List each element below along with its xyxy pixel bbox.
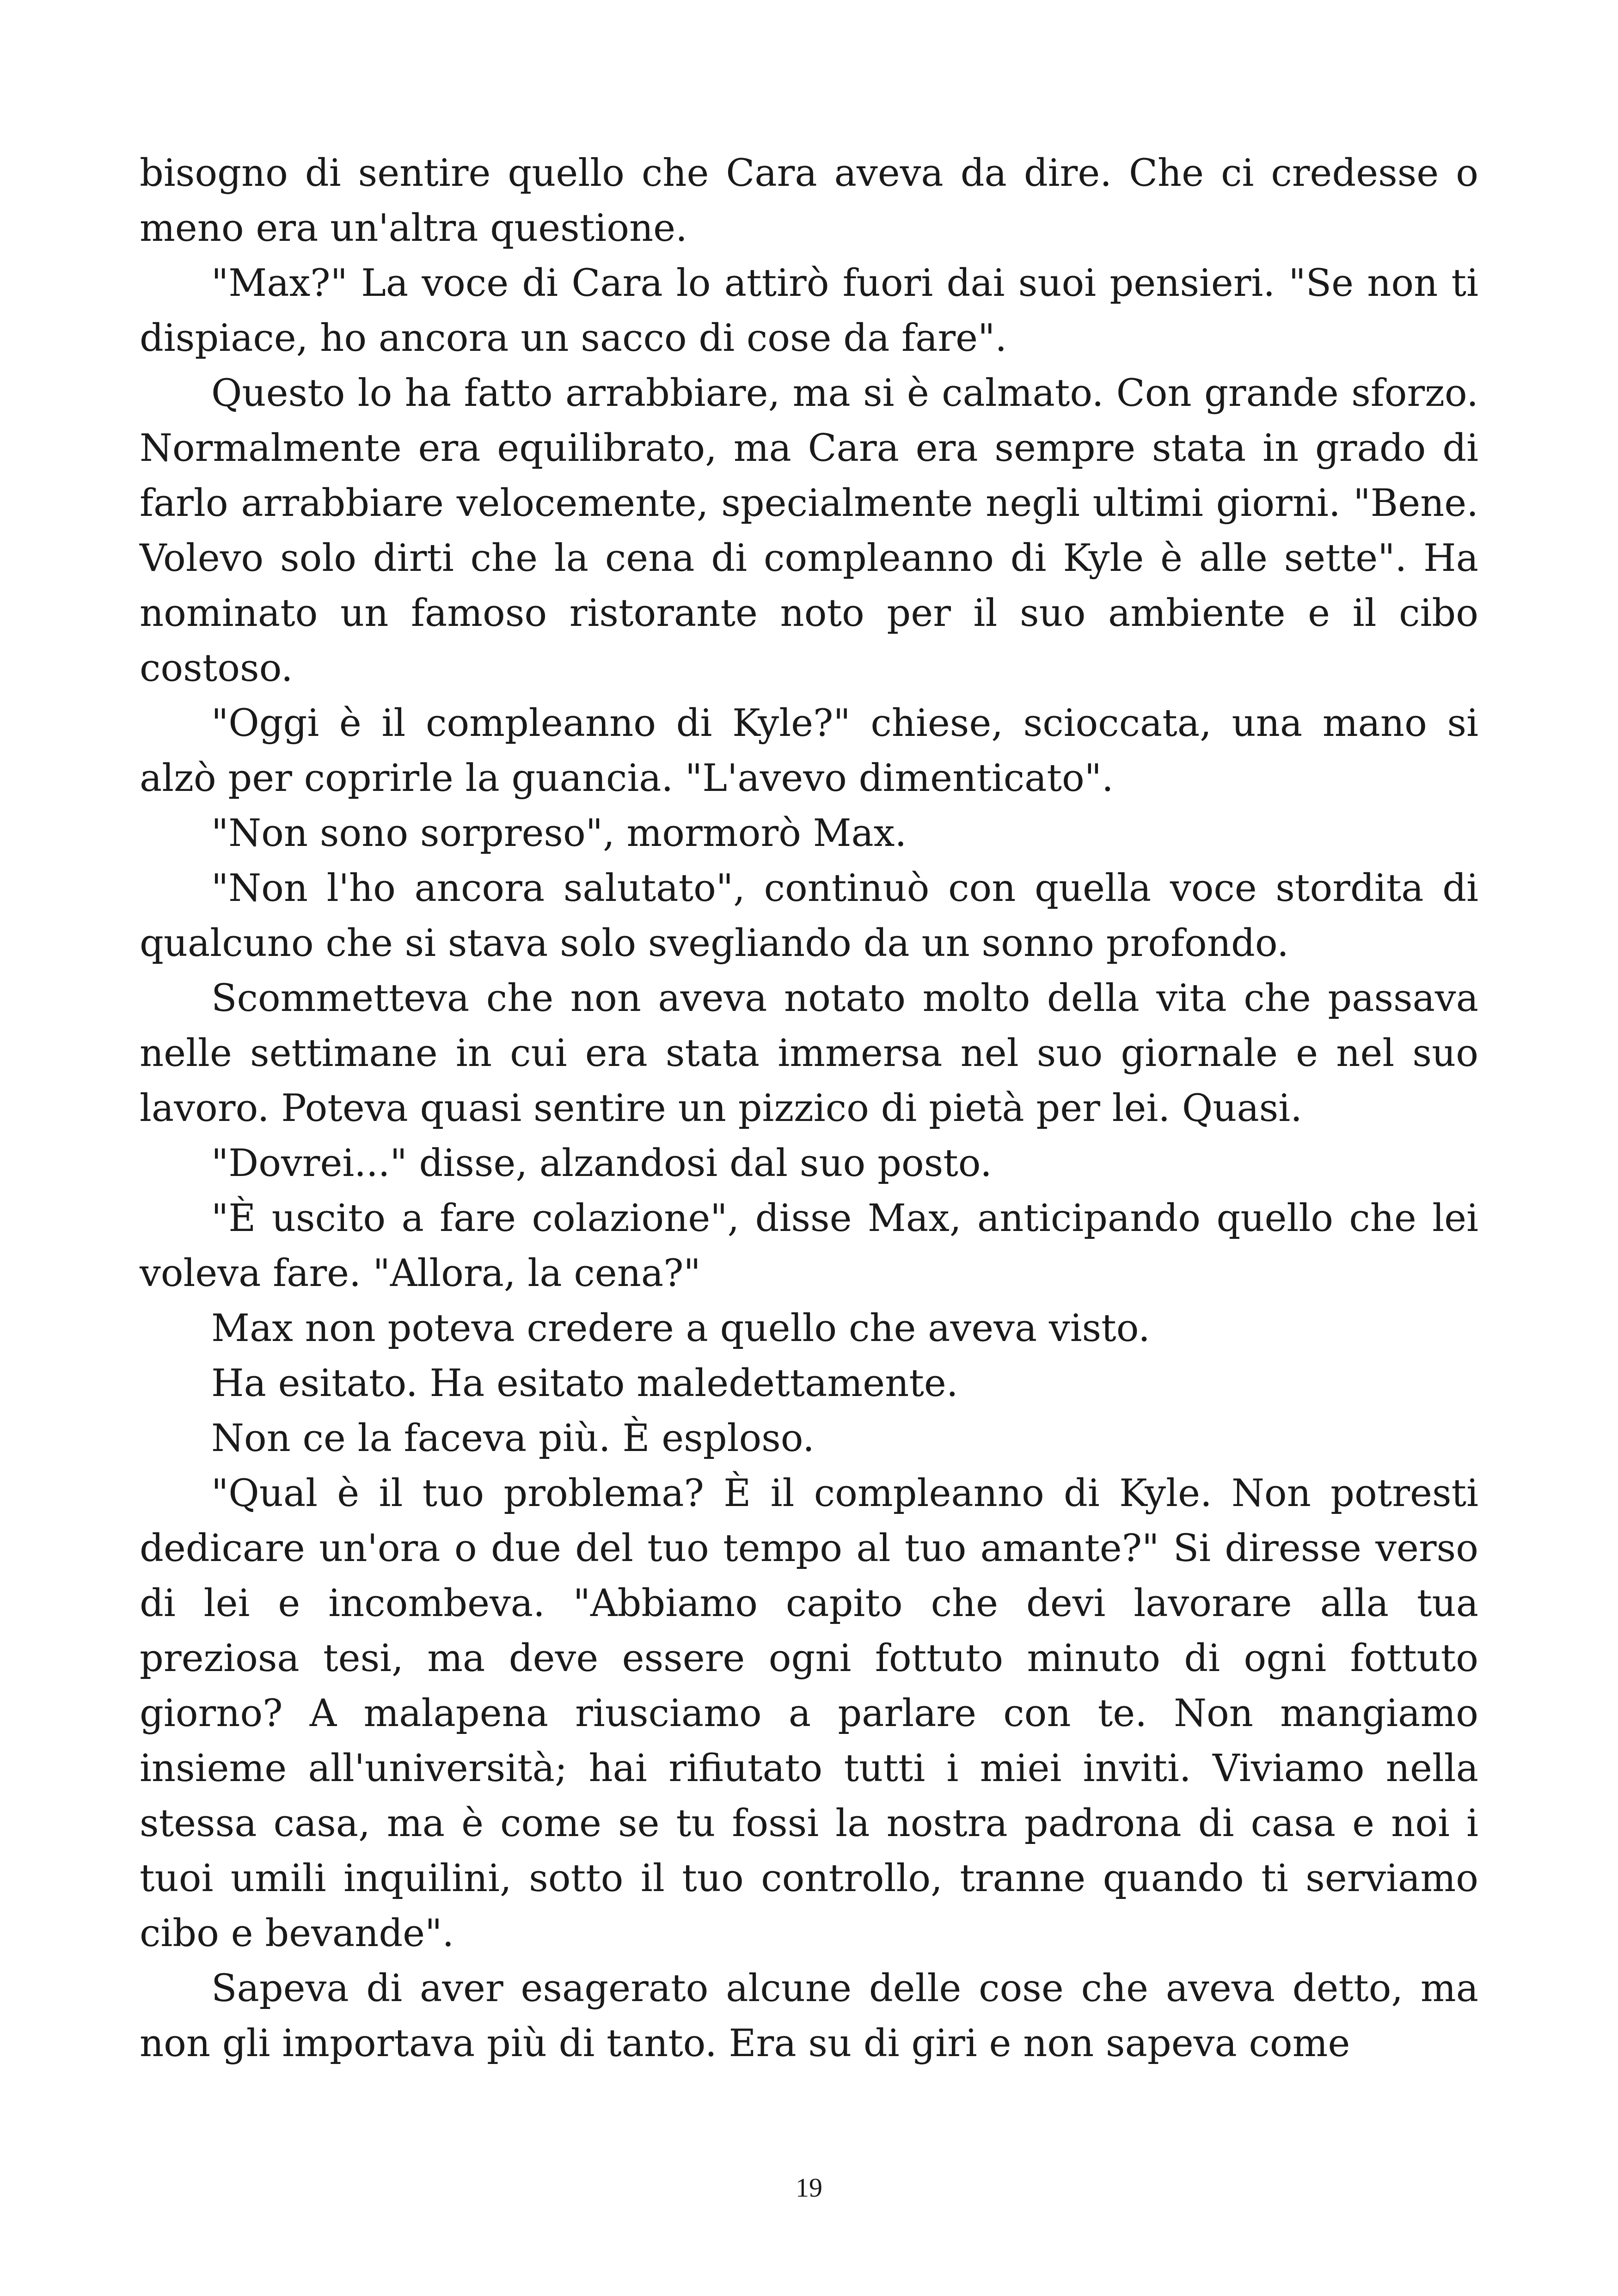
paragraph: "Max?" La voce di Cara lo attirò fuori dai suoi pensieri. "Se non ti dispiace, ho ancora un sacco di cose da fare". [140,262,1478,360]
paragraph: "Non l'ho ancora salutato", continuò con quella voce stordita di qualcuno che si stava solo svegliando da un sonno profondo. [140,867,1478,965]
paragraph: "Qual è il tuo problema? È il compleanno di Kyle. Non potresti dedicare un'ora o due del tuo tempo al tuo amante?" Si diresse verso di lei e incombeva. "Abbiamo capito che devi lavorare alla tua preziosa tesi, ma deve essere ogni fottuto minuto di ogni fottuto giorno? A malapena riusciamo a parlare con te. Non mangiamo insieme all'università; hai rifiutato tutti i miei inviti. Viviamo nella stessa casa, ma è come se tu fossi la nostra padrona di casa e noi i tuoi umili inquilini, sotto il tuo controllo, tranne quando ti serviamo cibo e bevande". [140,1472,1478,1955]
paragraph: Max non poteva credere a quello che aveva visto. [211,1307,1150,1350]
paragraph: Sapeva di aver esagerato alcune delle cose che aveva detto, ma non gli importava più di tanto. Era su di giri e non sapeva come [140,1967,1478,2065]
paragraph: "È uscito a fare colazione", disse Max, anticipando quello che lei voleva fare. "Allora, la cena?" [140,1197,1478,1295]
paragraph: Scommetteva che non aveva notato molto della vita che passava nelle settimane in cui era stata immersa nel suo giornale e nel suo lavoro. Poteva quasi sentire un pizzico di pietà per lei. Quasi. [140,977,1478,1130]
paragraph: "Non sono sorpreso", mormorò Max. [211,812,907,855]
paragraph: Questo lo ha fatto arrabbiare, ma si è calmato. Con grande sforzo. Normalmente era equilibrato, ma Cara era sempre stata in grado di farlo arrabbiare velocemente, specialmente negli ultimi giorni. "Bene. Volevo solo dirti che la cena di compleanno di Kyle è alle sette". Ha nominato un famoso ristorante noto per il suo ambiente e il cibo costoso. [140,372,1478,690]
paragraph: Ha esitato. Ha esitato maledettamente. [211,1362,958,1405]
paragraph: bisogno di sentire quello che Cara aveva da dire. Che ci credesse o meno era un'altra questione. [140,152,1478,250]
paragraph: Non ce la faceva più. È esploso. [211,1417,815,1460]
page-number: 19 [796,2173,822,2203]
body-text [140,146,1478,2071]
paragraph: "Oggi è il compleanno di Kyle?" chiese, scioccata, una mano si alzò per coprirle la guancia. "L'avevo dimenticato". [140,702,1478,800]
paragraph: "Dovrei..." disse, alzandosi dal suo posto. [211,1142,992,1185]
